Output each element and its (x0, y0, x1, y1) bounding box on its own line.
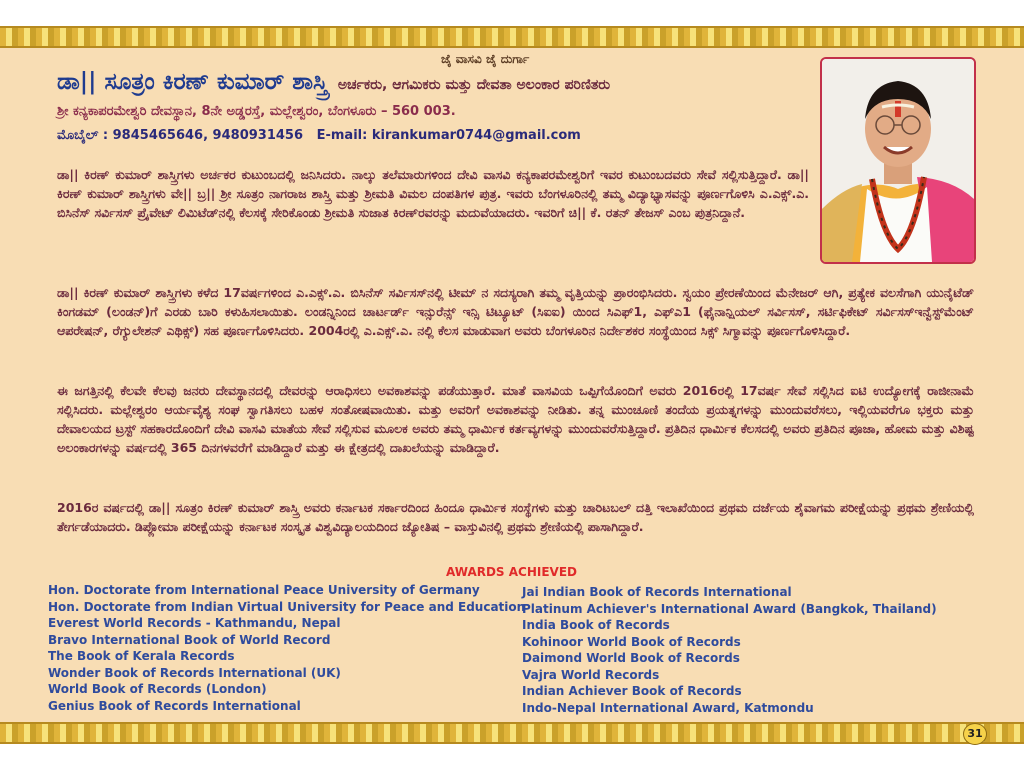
page-number: 31 (963, 723, 987, 745)
award-item: Hon. Doctorate from Indian Virtual University for Peace and Education (48, 599, 526, 614)
award-item: Daimond World Book of Records (522, 651, 740, 665)
award-item: World Book of Records (London) (48, 682, 267, 696)
portrait-photo (820, 57, 976, 264)
mobile-label: ಮೊಬೈಲ್ : (57, 128, 109, 143)
awards-heading: AWARDS ACHIEVED (446, 565, 577, 579)
award-item: Indo-Nepal International Award, Katmondu (522, 700, 814, 715)
award-item: The Book of Kerala Records (48, 649, 235, 663)
email-label: E-mail: (316, 128, 368, 143)
portrait-illustration (822, 59, 974, 262)
bio-paragraph-family: ಡಾ|| ಕಿರಣ್ ಕುಮಾರ್ ಶಾಸ್ತ್ರಿಗಳು ಅರ್ಚಕರ ಕುಟುಂಬದಲ್ಲಿ ಜನಿಸಿದರು. ನಾಲ್ಕು ತಲೆಮಾರುಗಳಿಂದ ದೇವಿ ವಾಸವಿ ಕನ್ಯಕಾಪರಮೇಶ್ವರಿಗೆ ಇವರ ಕುಟುಂಬದವರು ಸೇವೆ ಸಲ್ಲಿಸುತ್ತಿದ್ದಾರೆ. ಡಾ|| ಕಿರಣ್ ಕುಮಾರ್ ಶಾಸ್ತ್ರಿಗಳು ವೇ|| ಬ್ರ|| ಶ್ರೀ ಸೂತ್ರಂ ನಾಗರಾಜ ಶಾಸ್ತ್ರಿ ಮತ್ತು ಶ್ರೀಮತಿ ವಿಮಲ ದಂಪತಿಗಳ ಪುತ್ರ. ಇವರು ಬೆಂಗಳೂರಿನಲ್ಲಿ ತಮ್ಮ ವಿದ್ಯಾಭ್ಯಾಸವನ್ನು ಪೂರ್ಣಗೊಳಿಸಿ ಎ.ಎಕ್ಸ್.ಎ. ಬಿಸಿನೆಸ್ ಸರ್ವಿಸಸ್ ಪ್ರೈವೇಟ್ ಲಿಮಿಟೆಡ್‌ನಲ್ಲಿ ಕೆಲಸಕ್ಕೆ ಸೇರಿಕೊಂಡು ಶ್ರೀಮತಿ ಸುಜಾತ ಕಿರಣ್‌ರವರನ್ನು ಮದುವೆಯಾದರು. ಇವರಿಗೆ ಚಿ|| ಕೆ. ರತನ್ ತೇಜಸ್ ಎಂಬ ಪುತ್ರನಿದ್ದಾನೆ. (57, 166, 809, 220)
person-role: ಅರ್ಚಕರು, ಆಗಮಿಕರು ಮತ್ತು ದೇವತಾ ಅಲಂಕಾರ ಪರಿಣಿತರು (337, 77, 611, 93)
bio-paragraph-temple-service: ಈ ಜಗತ್ತಿನಲ್ಲಿ ಕೆಲವೇ ಕೆಲವು ಜನರು ದೇವಸ್ಥಾನದಲ್ಲಿ ದೇವರನ್ನು ಆರಾಧಿಸಲು ಅವಕಾಶವನ್ನು ಪಡೆಯುತ್ತಾರೆ. ಮಾತೆ ವಾಸವಿಯ ಒಪ್ಪಿಗೆಯೊಂದಿಗೆ ಅವರು 2016ರಲ್ಲಿ 17ವರ್ಷ ಸೇವೆ ಸಲ್ಲಿಸಿದ ಐಟಿ ಉದ್ಯೋಗಕ್ಕೆ ರಾಜೀನಾಮೆ ಸಲ್ಲಿಸಿದರು. ಮಲ್ಲೇಶ್ವರಂ ಆರ್ಯವೈಶ್ಯ ಸಂಘ ಸ್ವಾಗತಿಸಲು ಬಹಳ ಸಂತೋಷವಾಯಿತು. ಮತ್ತು ಅವರಿಗೆ ಅವಕಾಶವನ್ನು ನೀಡಿತು. ತನ್ನ ಮುಂಚೂಣಿ ತಂದೆಯ ಪ್ರಯತ್ನಗಳನ್ನು ಮುಂದುವರೆಸಲು, ಇಲ್ಲಿಯವರೆಗೂ ಭಕ್ತರು ಮತ್ತು ದೇವಾಲಯದ ಟ್ರಸ್ಟ್ ಸಹಕಾರದೊಂದಿಗೆ ದೇವಿ ವಾಸವಿ ಮಾತೆಯ ಸೇವೆ ಸಲ್ಲಿಸುವ ಮೂಲಕ ಅವರು ತಮ್ಮ ಧಾರ್ಮಿಕ ಕರ್ತವ್ಯಗಳನ್ನು ಮುಂದುವರೆಸುತ್ತಿದ್ದಾರೆ. ಪ್ರತಿದಿನ ಧಾರ್ಮಿಕ ಕೆಲಸದಲ್ಲಿ ಅವರು ಪ್ರತಿದಿನ ಪೂಜಾ, ಹೋಮ ಮತ್ತು ವಿಶಿಷ್ಟ ಅಲಂಕಾರಗಳನ್ನು ವರ್ಷದಲ್ಲಿ 365 ದಿನಗಳವರೆಗೆ ಮಾಡಿದ್ದಾರೆ ಮತ್ತು ಈ ಕ್ಷೇತ್ರದಲ್ಲಿ ದಾಖಲೆಯನ್ನು ಮಾಡಿದ್ದಾರೆ. (57, 382, 974, 455)
award-item: Kohinoor World Book of Records (522, 634, 741, 649)
award-item: India Book of Records (522, 618, 670, 632)
blessing-line: ಜೈ ವಾಸವಿ ಜೈ ದುರ್ಗಾ (441, 52, 530, 66)
award-item: Jai Indian Book of Records International (522, 585, 792, 599)
award-item: Platinum Achiever's International Award (Bangkok, Thailand) (522, 601, 937, 616)
bio-paragraph-certification: 2016ರ ವರ್ಷದಲ್ಲಿ ಡಾ|| ಸೂತ್ರಂ ಕಿರಣ್ ಕುಮಾರ್ ಶಾಸ್ತ್ರಿ ಅವರು ಕರ್ನಾಟಕ ಸರ್ಕಾರದಿಂದ ಹಿಂದೂ ಧಾರ್ಮಿಕ ಸಂಸ್ಥೆಗಳು ಮತ್ತು ಚಾರಿಟಬಲ್ ದತ್ತಿ ಇಲಾಖೆಯಿಂದ ಪ್ರಥಮ ದರ್ಜೆಯ ಶೈವಾಗಮ ಪರೀಕ್ಷೆಯನ್ನು ಪ್ರಥಮ ಶ್ರೇಣಿಯಲ್ಲಿ ತೇರ್ಗಡೆಯಾದರು. ಡಿಪ್ಲೋಮಾ ಪರೀಕ್ಷೆಯನ್ನು ಕರ್ನಾಟಕ ಸಂಸ್ಕೃತ ವಿಶ್ವವಿದ್ಯಾಲಯದಿಂದ ಜ್ಯೋತಿಷ – ವಾಸ್ತುವಿನಲ್ಲಿ ಪ್ರಥಮ ಶ್ರೇಣಿಯಲ್ಲಿ ಪಾಸಾಗಿದ್ದಾರೆ. (57, 499, 974, 534)
award-item: Wonder Book of Records International (UK) (48, 665, 341, 680)
temple-address: ಶ್ರೀ ಕನ್ಯಕಾಪರಮೇಶ್ವರಿ ದೇವಸ್ಥಾನ, 8ನೇ ಅಡ್ಡರಸ್ತೆ, ಮಲ್ಲೇಶ್ವರಂ, ಬೆಂಗಳೂರು – 560 003. (57, 104, 456, 119)
award-item: Hon. Doctorate from International Peace University of Germany (48, 583, 480, 597)
bottom-ornamental-border (0, 722, 1024, 744)
award-item: Genius Book of Records International (48, 698, 301, 713)
contact-line (57, 128, 581, 143)
top-ornamental-border (0, 26, 1024, 48)
email-address[interactable]: kirankumar0744@gmail.com (371, 128, 581, 143)
award-item: Everest World Records - Kathmandu, Nepal (48, 616, 341, 630)
phone-numbers: 9845465646, 9480931456 (112, 128, 304, 143)
award-item: Bravo International Book of World Record (48, 632, 331, 647)
award-item: Vajra World Records (522, 667, 660, 682)
bio-paragraph-career: ಡಾ|| ಕಿರಣ್ ಕುಮಾರ್ ಶಾಸ್ತ್ರಿಗಳು ಕಳೆದ 17ವರ್ಷಗಳಿಂದ ಎ.ಎಕ್ಸ್.ಎ. ಬಿಸಿನೆಸ್ ಸರ್ವಿಸಸ್‌ನಲ್ಲಿ ಟೀಮ್ ನ ಸದಸ್ಯರಾಗಿ ತಮ್ಮ ವೃತ್ತಿಯನ್ನು ಪ್ರಾರಂಭಿಸಿದರು. ಸ್ವಯಂ ಪ್ರೇರಣೆಯಿಂದ ಮೆನೇಜರ್ ಆಗಿ, ಪ್ರತ್ಯೇಕ ವಲಸೆಗಾಗಿ ಯುನೈಟೆಡ್ ಕಿಂಗಡಮ್ (ಲಂಡನ್)ಗೆ ಎರಡು ಬಾರಿ ಕಳುಹಿಸಲಾಯಿತು. ಲಂಡನ್ನಿನಿಂದ ಚಾರ್ಟರ್ಡ್ ಇನ್ಸುರೆನ್ಸ್ ಇನ್ಸಿ ಟಿಟ್ಯೂಟ್ (ಸಿಐಐ) ಯಿಂದ ಸಿಎಫ್1, ಎಫ್ಎ1 (ಫೈನಾನ್ಷಿಯಲ್ ಸರ್ವಿಸಸ್, ಸರ್ಟಿಫಿಕೇಟ್ ಸರ್ವಿಸಸ್ಇನ್ವೆಸ್ಟ್‌ಮೆಂಟ್ ಆಪರೇಷನ್, ರೆಗ್ಯುಲೇಶನ್ ಎಥಿಕ್ಸ್) ಸಹ ಪೂರ್ಣಗೊಳಿಸಿದರು. 2004ರಲ್ಲಿ ಎ.ಎಕ್ಸ್.ಎ. ನಲ್ಲಿ ಕೆಲಸ ಮಾಡುವಾಗ ಅವರು ಬೆಂಗಳೂರಿನ ನಿರ್ದೇಶಕರ ಸಂಸ್ಥೆಯಿಂದ ಸಿಕ್ಸ್ ಸಿಗ್ಮಾವನ್ನು ಪೂರ್ಣಗೊಳಿಸಿದ್ದಾರೆ. (57, 284, 974, 338)
awards-list-right (522, 584, 937, 716)
person-name: ಡಾ|| ಸೂತ್ರಂ ಕಿರಣ್ ಕುಮಾರ್ ಶಾಸ್ತ್ರಿ (57, 68, 328, 95)
award-item: Indian Achiever Book of Records (522, 684, 742, 698)
name-row (57, 68, 610, 95)
awards-list-left (48, 582, 525, 714)
